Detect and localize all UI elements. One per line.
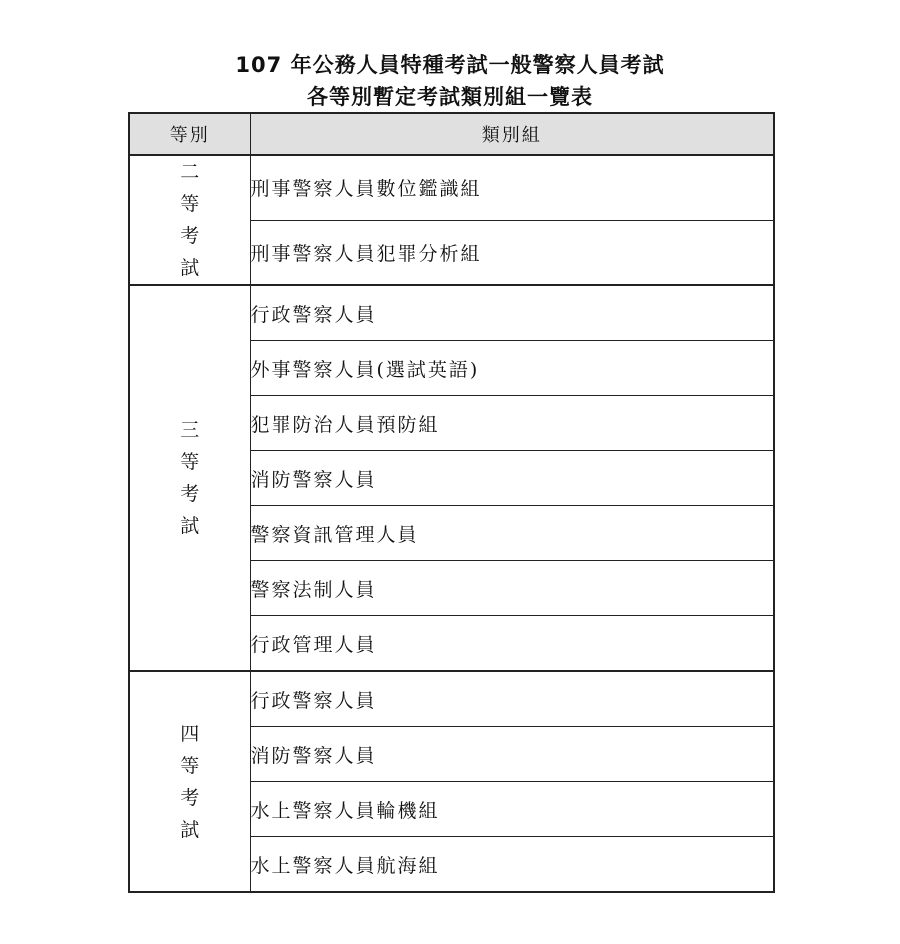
category-cell: 警察資訊管理人員	[250, 506, 774, 561]
category-cell: 水上警察人員航海組	[250, 837, 774, 893]
category-cell: 行政警察人員	[250, 285, 774, 341]
category-cell: 刑事警察人員犯罪分析組	[250, 220, 774, 285]
category-cell: 刑事警察人員數位鑑識組	[250, 155, 774, 220]
category-cell: 消防警察人員	[250, 727, 774, 782]
category-cell: 外事警察人員(選試英語)	[250, 341, 774, 396]
header-grade: 等別	[129, 113, 250, 155]
category-cell: 警察法制人員	[250, 561, 774, 616]
category-cell: 行政警察人員	[250, 671, 774, 727]
table-row	[129, 671, 774, 727]
category-cell: 水上警察人員輪機組	[250, 782, 774, 837]
table-row	[129, 155, 774, 220]
header-row	[129, 113, 774, 155]
category-table	[128, 112, 775, 893]
header-category: 類別組	[250, 113, 774, 155]
grade-label: 二 等 考 試	[180, 161, 200, 279]
table-row	[129, 285, 774, 341]
document-subtitle: 各等別暫定考試類別組一覽表	[307, 85, 593, 109]
grade-cell-third	[129, 285, 250, 671]
category-cell: 消防警察人員	[250, 451, 774, 506]
document-title: 107 年公務人員特種考試一般警察人員考試	[235, 53, 665, 77]
category-cell: 犯罪防治人員預防組	[250, 396, 774, 451]
grade-cell-second	[129, 155, 250, 285]
grade-label: 四 等 考 試	[180, 722, 200, 841]
grade-cell-fourth	[129, 671, 250, 892]
category-cell: 行政管理人員	[250, 616, 774, 672]
grade-label: 三 等 考 試	[180, 419, 200, 537]
